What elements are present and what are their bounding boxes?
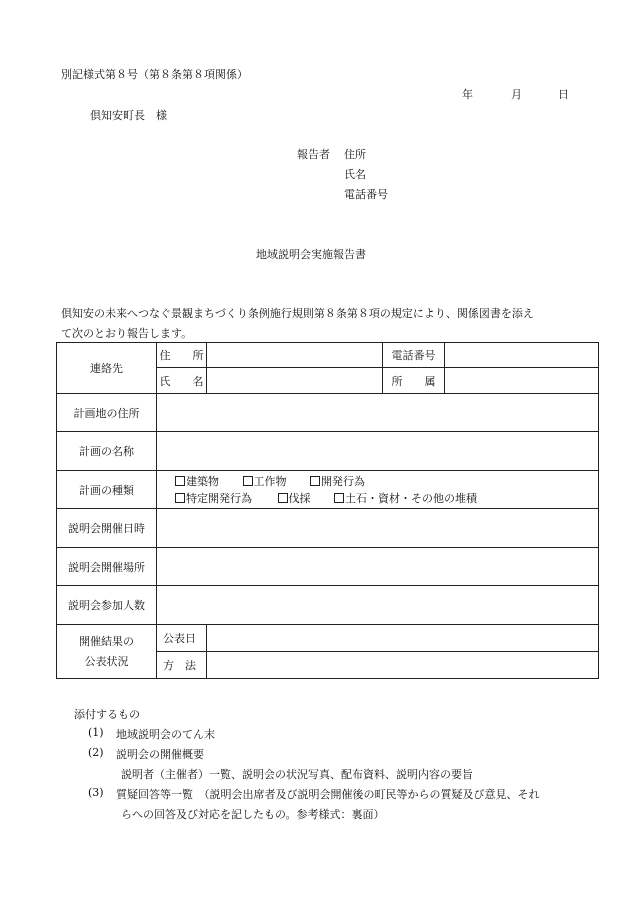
date-day: 日 bbox=[558, 88, 569, 101]
meeting-place-label: 説明会開催場所 bbox=[57, 548, 157, 586]
plan-type-row1 bbox=[175, 473, 598, 490]
reporter-phone-label: 電話番号 bbox=[344, 188, 388, 201]
checkbox-stockpile[interactable]: 土石・資材・その他の堆積 bbox=[334, 490, 477, 507]
meeting-place-cell[interactable] bbox=[157, 548, 599, 586]
attachment-1-text: 地域説明会のてん末 bbox=[116, 728, 215, 741]
name-cell[interactable] bbox=[207, 368, 383, 394]
attachment-1-number: (1) bbox=[88, 726, 104, 739]
attachment-2-text: 説明会の開催概要 bbox=[116, 748, 204, 761]
phone-cell[interactable] bbox=[445, 343, 599, 368]
attendees-label: 説明会参加人数 bbox=[57, 586, 157, 625]
intro-text-line1: 倶知安の未来へつなぐ景観まちづくり条例施行規則第８条第８項の規定により、関係図書を添え bbox=[61, 307, 534, 320]
attachment-2-number: (2) bbox=[88, 746, 104, 759]
attachment-3-text: 質疑回答等一覧 （説明会出席者及び説明会開催後の町民等からの質疑及び意見、それ bbox=[116, 788, 540, 801]
affiliation-label: 所 属 bbox=[383, 368, 445, 394]
checkbox-square-icon bbox=[243, 476, 253, 486]
attachments-heading: 添付するもの bbox=[74, 708, 140, 721]
checkbox-square-icon bbox=[334, 493, 344, 503]
address-label: 住 所 bbox=[157, 343, 207, 368]
reporter-address-label: 住所 bbox=[344, 148, 366, 161]
plan-type-options bbox=[157, 471, 599, 509]
address-cell[interactable] bbox=[207, 343, 383, 368]
addressee: 倶知安町長 様 bbox=[90, 109, 167, 122]
publish-date-label: 公表日 bbox=[157, 625, 207, 652]
checkbox-structure[interactable]: 工作物 bbox=[243, 473, 287, 490]
plan-name-cell[interactable] bbox=[157, 432, 599, 471]
reporter-name-label: 氏名 bbox=[344, 168, 366, 181]
attachment-3-number: (3) bbox=[88, 786, 104, 799]
checkbox-building[interactable]: 建築物 bbox=[175, 473, 219, 490]
plan-type-row2 bbox=[175, 490, 598, 507]
plan-name-label: 計画の名称 bbox=[57, 432, 157, 471]
plan-location-cell[interactable] bbox=[157, 394, 599, 432]
method-cell[interactable] bbox=[207, 652, 599, 679]
date-year: 年 bbox=[462, 88, 473, 101]
result-label-line2: 公表状況 bbox=[84, 654, 129, 668]
result-label-line1: 開催結果の bbox=[79, 634, 134, 648]
date-month: 月 bbox=[511, 88, 522, 101]
intro-text-line2: て次のとおり報告します。 bbox=[61, 327, 193, 340]
form-number: 別記様式第８号（第８条第８項関係） bbox=[61, 68, 248, 81]
checkbox-specific-development[interactable]: 特定開発行為 bbox=[175, 490, 252, 507]
report-form-table bbox=[56, 342, 599, 679]
checkbox-square-icon bbox=[175, 493, 185, 503]
method-label: 方 法 bbox=[157, 652, 207, 679]
checkbox-logging[interactable]: 伐採 bbox=[278, 490, 311, 507]
plan-type-label: 計画の種類 bbox=[57, 471, 157, 509]
checkbox-square-icon bbox=[175, 476, 185, 486]
attachment-3-detail: らへの回答及び対応を記したもの。参考様式：裏面） bbox=[121, 808, 385, 821]
publish-date-cell[interactable] bbox=[207, 625, 599, 652]
checkbox-square-icon bbox=[278, 493, 288, 503]
checkbox-square-icon bbox=[310, 476, 320, 486]
reporter-label: 報告者 bbox=[297, 148, 330, 161]
attendees-cell[interactable] bbox=[157, 586, 599, 625]
name-label: 氏 名 bbox=[157, 368, 207, 394]
contact-label: 連絡先 bbox=[57, 343, 157, 394]
affiliation-cell[interactable] bbox=[445, 368, 599, 394]
result-label bbox=[57, 625, 157, 679]
checkbox-development[interactable]: 開発行為 bbox=[310, 473, 365, 490]
meeting-datetime-cell[interactable] bbox=[157, 509, 599, 548]
meeting-datetime-label: 説明会開催日時 bbox=[57, 509, 157, 548]
attachment-2-detail: 説明者（主催者）一覧、説明会の状況写真、配布資料、説明内容の要旨 bbox=[121, 768, 473, 781]
phone-label: 電話番号 bbox=[383, 343, 445, 368]
document-title: 地域説明会実施報告書 bbox=[256, 248, 366, 261]
plan-location-label: 計画地の住所 bbox=[57, 394, 157, 432]
